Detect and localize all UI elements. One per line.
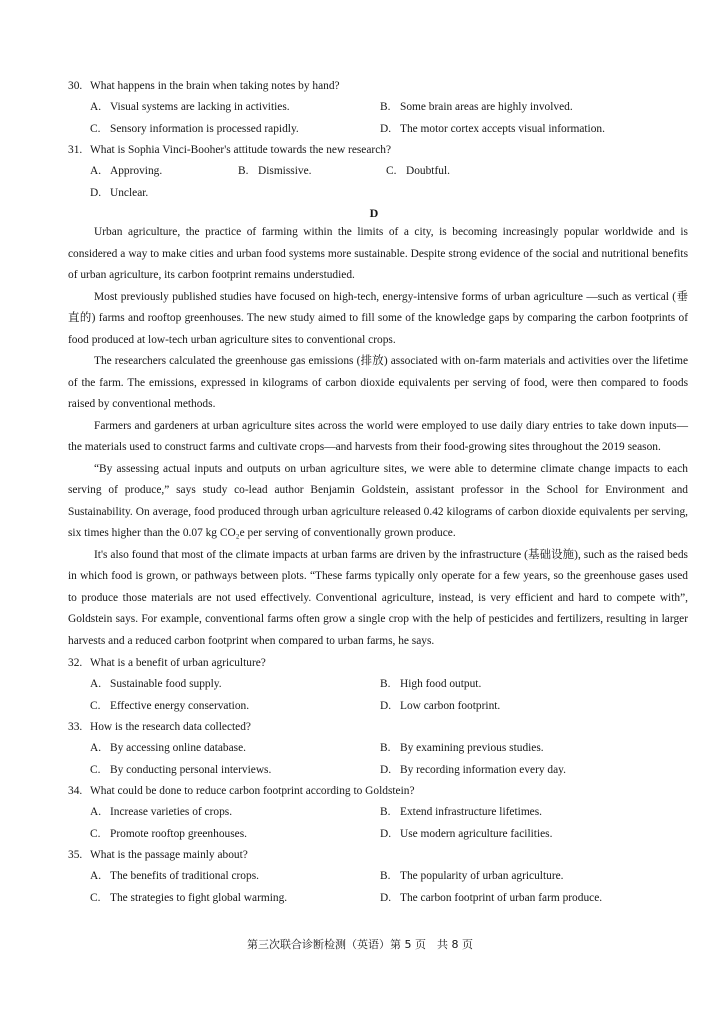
question-block: [68, 845, 680, 909]
question-stem: [68, 781, 680, 802]
option-text: Sustainable food supply.: [110, 678, 222, 690]
passage-paragraph: Most previously published studies have focused on high-tech, energy-intensive forms of urban agriculture —such as vertical (垂直的) farms and rooftop greenhouses. The new study aimed to fill some of the knowledge gaps by comparing the carbon footprints of food produced at low-tech urban agriculture sites to conventional crops.: [68, 290, 688, 346]
option-letter: C.: [90, 699, 101, 712]
option: [380, 97, 670, 119]
option-text: Dismissive.: [258, 165, 312, 177]
option: [380, 696, 670, 718]
option: [238, 161, 386, 183]
question-block: [68, 140, 680, 204]
reading-passage: [68, 222, 688, 652]
option-list: [68, 802, 680, 845]
option: [90, 696, 380, 718]
option-letter: C.: [90, 122, 101, 135]
question-number: 30.: [68, 80, 83, 92]
option: [90, 866, 380, 888]
option-letter: C.: [90, 891, 101, 904]
option-letter: B.: [380, 742, 391, 754]
option-letter: A.: [90, 678, 102, 690]
option-text: The strategies to fight global warming.: [110, 891, 288, 904]
option-text: Some brain areas are highly involved.: [400, 101, 573, 113]
option-list: [68, 866, 680, 909]
option-letter: A.: [90, 806, 102, 818]
question-text: How is the research data collected?: [90, 721, 251, 733]
option-text: Extend infrastructure lifetimes.: [400, 806, 543, 818]
option-text: By examining previous studies.: [400, 742, 544, 754]
option-text: The benefits of traditional crops.: [110, 870, 259, 882]
question-text: What is Sophia Vinci-Booher's attitude towards the new research?: [90, 144, 392, 156]
option: [90, 802, 380, 824]
question-stem: [68, 717, 680, 738]
option-letter: C.: [386, 165, 397, 177]
option-letter: B.: [380, 101, 391, 113]
option-list: [68, 674, 680, 717]
option-letter: A.: [90, 870, 102, 882]
option-text: The popularity of urban agriculture.: [400, 870, 564, 882]
option: [90, 97, 380, 119]
option-text: High food output.: [400, 678, 482, 690]
option: [90, 738, 380, 760]
question-stem: [68, 76, 680, 97]
option-letter: B.: [238, 165, 249, 177]
question-block: [68, 653, 680, 717]
question-number: 33.: [68, 721, 83, 733]
option: [90, 824, 380, 846]
option-text: Use modern agriculture facilities.: [400, 827, 553, 840]
option-letter: D.: [380, 122, 392, 135]
question-text: What is the passage mainly about?: [90, 849, 248, 861]
option-letter: D.: [90, 186, 102, 199]
question-stem: [68, 845, 680, 866]
passage-paragraph: “By assessing actual inputs and outputs on urban agriculture sites, we were able to determine climate change impacts to each serving of produce,” says study co-lead author Benjamin Goldstein, assistant professor in the School for Environment and Sustainability. On average, food produced through urban agriculture released 0.42 kilograms of carbon dioxide equivalents per serving, six times higher than the 0.07 kg CO₂e per serving of conventionally grown produce.: [68, 462, 688, 539]
question-text: What is a benefit of urban agriculture?: [90, 657, 266, 669]
option-list: [68, 161, 680, 204]
option-text: Visual systems are lacking in activities.: [110, 101, 290, 113]
passage-paragraph: Urban agriculture, the practice of farming within the limits of a city, is becoming increasingly popular worldwide and is considered a way to make cities and urban food systems more sustainable. Despite strong evidence of the social and nutritional benefits of urban agriculture, its carbon footprint remains understudied.: [68, 226, 688, 281]
option-letter: D.: [380, 827, 392, 840]
question-number: 34.: [68, 785, 83, 797]
option: [380, 824, 670, 846]
option-text: Approving.: [110, 165, 163, 177]
option-text: By accessing online database.: [110, 742, 247, 754]
option: [90, 760, 380, 782]
option: [90, 183, 238, 205]
passage-paragraph: The researchers calculated the greenhouse gas emissions (排放) associated with on-farm materials and activities over the lifetime of the farm. The emissions, expressed in kilograms of carbon dioxide equivalents per serving of food, were then compared to foods raised by conventional methods.: [68, 355, 688, 410]
option: [380, 866, 670, 888]
option-text: The carbon footprint of urban farm produce.: [400, 891, 603, 904]
option-text: Increase varieties of crops.: [110, 806, 233, 818]
option-text: The motor cortex accepts visual information.: [400, 122, 605, 135]
question-block: [68, 717, 680, 781]
option: [380, 760, 670, 782]
option-text: Doubtful.: [406, 165, 450, 177]
option-text: Unclear.: [110, 186, 149, 199]
option: [90, 119, 380, 141]
option-letter: D.: [380, 699, 392, 712]
question-number: 35.: [68, 849, 83, 861]
option-text: Effective energy conservation.: [110, 699, 250, 712]
option: [90, 888, 380, 910]
question-block: [68, 76, 680, 140]
option: [386, 161, 534, 183]
option-list: [68, 97, 680, 140]
option-letter: D.: [380, 763, 392, 776]
question-stem: [68, 653, 680, 674]
option: [380, 738, 670, 760]
option-letter: B.: [380, 678, 391, 690]
option: [380, 802, 670, 824]
option-letter: A.: [90, 101, 102, 113]
passage-paragraph: It's also found that most of the climate impacts at urban farms are driven by the infrastructure (基础设施), such as the raised beds in which food is grown, or pathways between plots. “These farms typically only operate for a few years, so the greenhouse gases used to produce those materials are not used effectively. Conventional agriculture, instead, is very efficient and hard to compete with”, Goldstein says. For example, conventional farms often grow a single crop with the help of pesticides and fertilizers, resulting in larger harvests and a reduced carbon footprint when compared to urban farms, he says.: [68, 548, 688, 647]
question-text: What happens in the brain when taking notes by hand?: [90, 80, 340, 92]
option-text: Sensory information is processed rapidly.: [110, 122, 299, 135]
page-footer: 第三次联合诊断检测（英语）第 5 页 共 8 页: [247, 938, 473, 951]
option-text: By conducting personal interviews.: [110, 763, 272, 776]
option-text: Promote rooftop greenhouses.: [110, 827, 247, 840]
passage-paragraph: Farmers and gardeners at urban agriculture sites across the world were employed to use daily diary entries to take down inputs—the materials used to construct farms and cultivate crops—and harvests from their food-growing sites throughout the 2019 season.: [68, 419, 688, 453]
option: [380, 888, 670, 910]
option-list: [68, 738, 680, 781]
section-heading: D: [369, 206, 379, 220]
question-block: [68, 781, 680, 845]
option-text: Low carbon footprint.: [400, 699, 501, 712]
question-number: 32.: [68, 657, 83, 669]
option: [90, 674, 380, 696]
option-letter: B.: [380, 870, 391, 882]
option-letter: A.: [90, 165, 102, 177]
option-letter: C.: [90, 763, 101, 776]
option: [380, 119, 670, 141]
option-letter: B.: [380, 806, 391, 818]
question-number: 31.: [68, 144, 83, 156]
option: [380, 674, 670, 696]
question-stem: [68, 140, 680, 161]
option-text: By recording information every day.: [400, 763, 566, 776]
option-letter: A.: [90, 742, 102, 754]
question-group: [68, 653, 680, 909]
option-letter: C.: [90, 827, 101, 840]
option-letter: D.: [380, 891, 392, 904]
option: [90, 161, 238, 183]
question-text: What could be done to reduce carbon footprint according to Goldstein?: [90, 785, 415, 797]
